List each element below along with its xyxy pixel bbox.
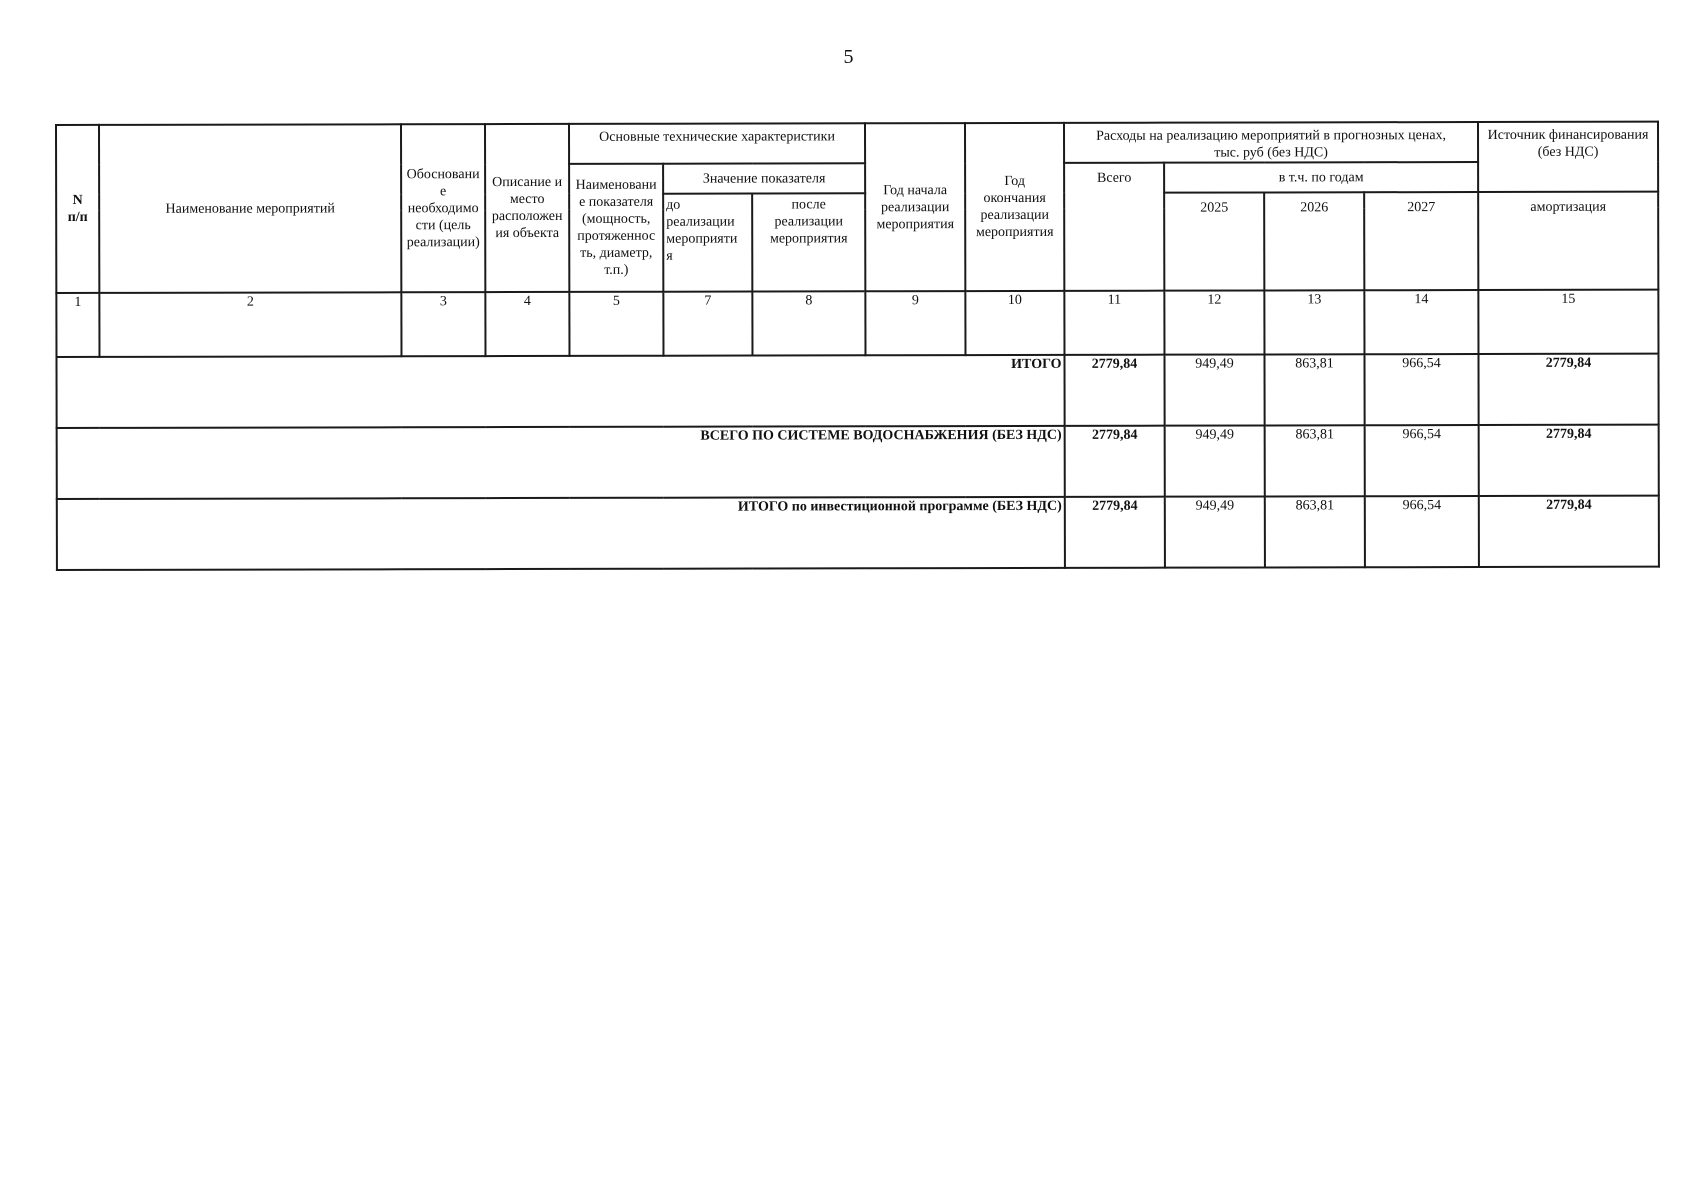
water-supply-total-row [57,425,1659,499]
header-start-year: Год начала реализации мероприятия [865,123,965,291]
header-before: до реализации мероприяти я [663,194,752,292]
header-indicator-value: Значение показателя [663,163,865,193]
header-after: после реализации мероприятия [752,193,865,291]
header-justification: Обосновани е необходимо сти (цель реализации) [401,124,485,292]
program-2025-value: 949,49 [1165,496,1265,567]
column-number: 5 [569,292,663,356]
total-label: ИТОГО [56,355,1064,428]
program-total-row [57,496,1659,570]
header-expenses-group: Расходы на реализацию мероприятий в прогнозных ценах, тыс. руб (без НДС) [1064,122,1478,163]
column-number: 9 [865,291,965,355]
header-source: Источник финансирования (без НДС) [1478,122,1658,192]
program-2027-value: 966,54 [1365,496,1479,567]
column-number: 12 [1164,290,1264,354]
column-number: 8 [752,291,865,355]
header-year-2025: 2025 [1164,192,1264,290]
program-2026-value: 863,81 [1265,496,1365,567]
header-description: Описание и место расположен ия объекта [485,124,569,292]
column-number: 2 [99,292,401,357]
total-2026-value: 863,81 [1265,354,1365,425]
header-indicator-name: Наименовани е показателя (мощность, протяженнос ть, диаметр, т.п.) [569,164,663,292]
header-by-years: в т.ч. по годам [1164,162,1478,193]
header-end-year: Год окончания реализации мероприятия [965,123,1064,291]
water-supply-2025-value: 949,49 [1165,425,1265,496]
header-year-2027: 2027 [1364,192,1478,290]
column-number: 3 [401,292,485,356]
total-amortization-value: 2779,84 [1479,354,1659,425]
column-number: 11 [1064,291,1164,355]
water-supply-2027-value: 966,54 [1365,425,1479,496]
header-year-2026: 2026 [1264,192,1364,290]
column-number: 14 [1364,290,1478,354]
header-total: Всего [1064,163,1164,291]
column-number-row [56,290,1658,357]
header-tech-group: Основные технические характеристики [569,123,865,164]
column-number: 1 [56,293,99,357]
total-2025-value: 949,49 [1165,354,1265,425]
investment-table [55,121,1660,571]
total-2027-value: 966,54 [1365,354,1479,425]
total-all-value: 2779,84 [1065,355,1165,426]
header-row-1 [56,122,1658,165]
header-name: Наименование мероприятий [99,124,401,293]
header-n: N п/п [56,125,99,293]
program-total-value: 2779,84 [1065,497,1165,568]
column-number: 4 [485,292,569,356]
water-supply-total-value: 2779,84 [1065,426,1165,497]
total-row [56,354,1658,428]
page-number: 5 [843,46,854,68]
column-number: 15 [1478,290,1658,354]
program-amortization-value: 2779,84 [1479,496,1659,567]
column-number: 7 [663,292,752,356]
water-supply-total-label: ВСЕГО ПО СИСТЕМЕ ВОДОСНАБЖЕНИЯ (БЕЗ НДС) [57,426,1065,499]
water-supply-2026-value: 863,81 [1265,425,1365,496]
column-number: 13 [1264,290,1364,354]
program-total-label: ИТОГО по инвестиционной программе (БЕЗ НДС) [57,497,1065,570]
column-number: 10 [965,291,1064,355]
water-supply-amortization-value: 2779,84 [1479,425,1659,496]
header-amortization: амортизация [1478,192,1658,290]
